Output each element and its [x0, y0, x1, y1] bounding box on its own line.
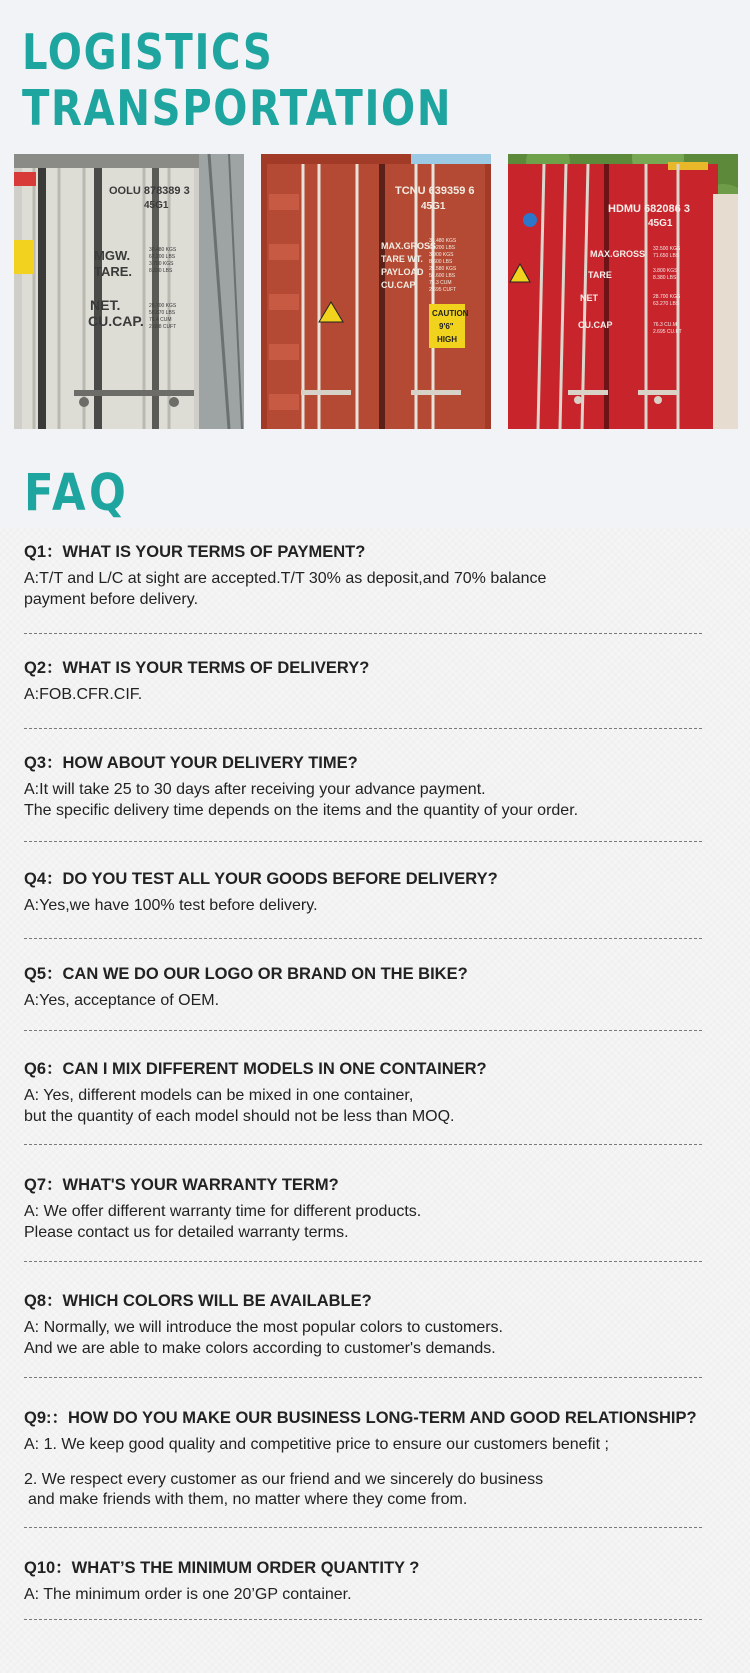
photo-2-text-2: 45G1 — [421, 201, 446, 212]
faq-answer-9-line-2: 2. We respect every customer as our friend and we sincerely do business — [24, 1470, 544, 1488]
faq-answer-6-line-1: A: Yes, different models can be mixed in one container, — [24, 1087, 414, 1104]
faq-divider-5 — [24, 1030, 702, 1031]
faq-divider-3 — [24, 841, 702, 842]
faq-divider-8 — [24, 1377, 702, 1378]
faq-question-5: Q5：CAN WE DO OUR LOGO OR BRAND ON THE BIKE? — [24, 965, 468, 983]
faq-answer-2-line-1: A:FOB.CFR.CIF. — [24, 686, 143, 703]
photo-1-text-11: 26.700 KGS — [149, 303, 177, 309]
photo-3-text-13: 76.3 CU.M — [653, 322, 677, 328]
photo-3-text-3: MAX.GROSS — [590, 249, 646, 259]
faq-answer-10-line-1: A: The minimum order is one 20’GP container. — [24, 1586, 352, 1603]
photo-2-text-15: CAUTION — [432, 309, 469, 318]
photo-1-text-5: NET. — [90, 297, 121, 313]
photo-2-text-8: 67.200 LBS — [429, 245, 456, 251]
photo-3-text-12: 63.270 LBS — [653, 301, 680, 307]
faq-item-2 — [24, 658, 734, 706]
faq-item-5 — [24, 964, 734, 1012]
rust-red-shipping-container-photo-icon — [261, 154, 491, 429]
white-shipping-container-photo-icon — [14, 154, 244, 429]
faq-divider-10 — [24, 1619, 702, 1620]
faq-heading: FAQ — [24, 464, 130, 523]
faq-item-4 — [24, 869, 734, 917]
photo-2-text-9: 3.900 KGS — [429, 252, 454, 258]
photo-1-text-6: CU.CAP. — [88, 313, 144, 329]
faq-question-8: Q8：WHICH COLORS WILL BE AVAILABLE? — [24, 1292, 372, 1310]
faq-divider-7 — [24, 1261, 702, 1262]
photo-2-text-11: 26.580 KGS — [429, 266, 457, 272]
photo-1-text-14: 2.698 CUFT — [149, 324, 177, 330]
faq-answer-6-line-2: but the quantity of each model should not be less than MOQ. — [24, 1107, 455, 1125]
faq-item-3 — [24, 753, 734, 821]
photo-3-text-9: 3.800 KGS — [653, 268, 678, 274]
photo-1-text-13: 76.4 CUM — [149, 317, 172, 323]
faq-divider-9 — [24, 1527, 702, 1528]
photo-3-text-11: 28.700 KGS — [653, 294, 681, 300]
container-photo-3 — [508, 154, 738, 429]
faq-answer-9-line-3: and make friends with them, no matter where they come from. — [28, 1491, 468, 1508]
faq-answer-4-line-1: A:Yes,we have 100% test before delivery. — [24, 897, 318, 914]
photo-2-text-12: 58.600 LBS — [429, 273, 456, 279]
faq-question-9: Q9:：HOW DO YOU MAKE OUR BUSINESS LONG-TERM AND GOOD RELATIONSHIP? — [24, 1409, 697, 1427]
faq-answer-9-line-1: A: 1. We keep good quality and competitive price to ensure our customers benefit ; — [24, 1436, 609, 1453]
photo-1-text-9: 3.780 KGS — [149, 261, 174, 267]
faq-answer-8-line-1: A: Normally, we will introduce the most popular colors to customers. — [24, 1319, 503, 1336]
faq-question-7: Q7：WHAT'S YOUR WARRANTY TERM? — [24, 1176, 339, 1194]
container-photo-1 — [14, 154, 244, 429]
faq-question-1: Q1：WHAT IS YOUR TERMS OF PAYMENT? — [24, 543, 366, 561]
faq-question-10: Q10：WHAT’S THE MINIMUM ORDER QUANTITY ? — [24, 1559, 420, 1577]
photo-2-text-4: TARE WT. — [381, 254, 423, 264]
photo-1-text-3: MGW. — [94, 248, 131, 263]
container-photo-2 — [261, 154, 491, 429]
photo-3-text-2: 45G1 — [648, 218, 673, 229]
photo-3-text-14: 2.695 CU.FT — [653, 329, 682, 335]
photo-2-text-3: MAX.GROSS — [381, 241, 437, 251]
red-shipping-container-photo-icon — [508, 154, 738, 429]
photo-2-text-17: HIGH — [437, 335, 457, 344]
photo-1-text-10: 8.330 LBS — [149, 268, 173, 274]
photo-3-text-8: 71.650 LBS — [653, 253, 680, 259]
faq-item-10 — [24, 1558, 734, 1606]
faq-answer-1-line-1: A:T/T and L/C at sight are accepted.T/T 30% as deposit,and 70% balance — [24, 570, 547, 587]
page-title-line-1: LOGISTICS — [22, 24, 274, 81]
photo-2-text-7: 30.480 KGS — [429, 238, 457, 244]
faq-item-7 — [24, 1175, 734, 1243]
photo-2-text-13: 76.3 CUM — [429, 280, 452, 286]
photo-1-text-1: OOLU 878389 3 — [109, 185, 190, 197]
faq-answer-7-line-1: A: We offer different warranty time for different products. — [24, 1203, 422, 1220]
photo-2-text-5: PAYLOAD — [381, 267, 424, 277]
faq-divider-6 — [24, 1144, 702, 1145]
faq-answer-3-line-2: The specific delivery time depends on the items and the quantity of your order. — [24, 801, 579, 819]
photo-2-text-1: TCNU 639359 6 — [395, 185, 475, 197]
photo-3-text-10: 8.380 LBS — [653, 275, 677, 281]
faq-divider-1 — [24, 633, 702, 634]
photo-1-text-2: 45G1 — [144, 200, 169, 211]
faq-question-2: Q2：WHAT IS YOUR TERMS OF DELIVERY? — [24, 659, 370, 677]
faq-item-6 — [24, 1059, 734, 1127]
faq-answer-7-line-2: Please contact us for detailed warranty terms. — [24, 1223, 349, 1241]
photo-2-text-6: CU.CAP. — [381, 280, 417, 290]
photo-3-text-5: NET — [580, 293, 598, 303]
photo-2-text-16: 9'6" — [439, 322, 454, 331]
photo-3-text-1: HDMU 682086 3 — [608, 203, 690, 215]
photo-1-text-4: TARE. — [94, 264, 133, 279]
photo-1-text-12: 58.870 LBS — [149, 310, 176, 316]
faq-question-6: Q6：CAN I MIX DIFFERENT MODELS IN ONE CONTAINER? — [24, 1060, 487, 1078]
page-title-line-2: TRANSPORTATION — [22, 80, 453, 137]
faq-answer-1-line-2: payment before delivery. — [24, 590, 199, 608]
faq-answer-8-line-2: And we are able to make colors according to customer's demands. — [24, 1339, 496, 1357]
faq-answer-3-line-1: A:It will take 25 to 30 days after receiving your advance payment. — [24, 781, 486, 798]
photo-3-text-7: 32.500 KGS — [653, 246, 681, 252]
faq-question-4: Q4：DO YOU TEST ALL YOUR GOODS BEFORE DELIVERY? — [24, 870, 498, 888]
photo-2-text-14: 2.695 CUFT — [429, 287, 457, 293]
photo-3-text-6: CU.CAP — [578, 320, 613, 330]
photo-3-text-4: TARE — [588, 270, 612, 280]
faq-divider-2 — [24, 728, 702, 729]
photo-2-text-10: 8.600 LBS — [429, 259, 453, 265]
photo-1-text-8: 67.200 LBS — [149, 254, 176, 260]
faq-answer-5-line-1: A:Yes, acceptance of OEM. — [24, 992, 220, 1009]
faq-question-3: Q3：HOW ABOUT YOUR DELIVERY TIME? — [24, 754, 358, 772]
faq-item-1 — [24, 542, 734, 610]
photo-1-text-7: 30.480 KGS — [149, 247, 177, 253]
faq-item-8 — [24, 1291, 734, 1359]
faq-divider-4 — [24, 938, 702, 939]
faq-item-9 — [24, 1408, 734, 1511]
